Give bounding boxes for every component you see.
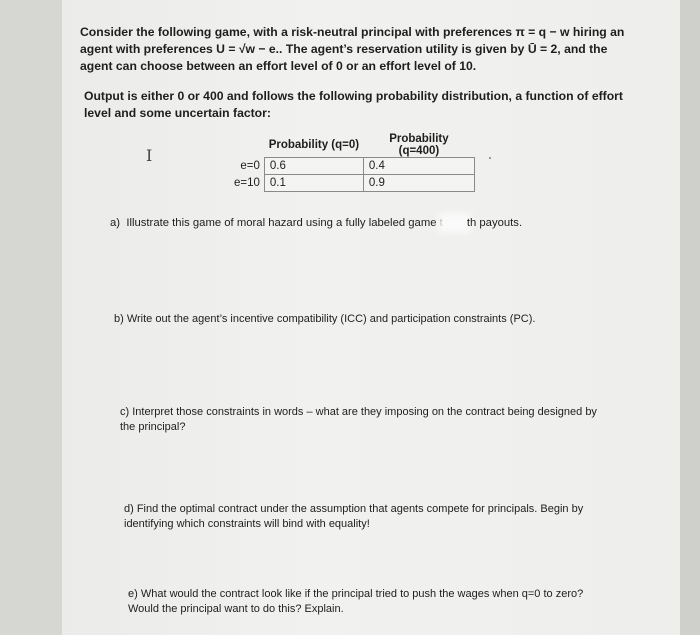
question-b: b) Write out the agent’s incentive compatibility (ICC) and participation constraints (PC). <box>114 313 536 325</box>
question-c: c) Interpret those constraints in words – what are they imposing on the contract being designed by the principal? <box>120 406 597 433</box>
cell-e10-q400: 0.9 <box>363 175 474 192</box>
cell-e0-q0: 0.6 <box>264 158 363 175</box>
table-header-row <box>229 133 474 158</box>
table-row <box>229 175 474 192</box>
text-cursor-icon: I <box>146 146 153 165</box>
row-label-e0: e=0 <box>240 160 260 172</box>
question-a-text-after: th payouts. <box>466 217 523 229</box>
header-empty <box>229 133 264 158</box>
cell-e0-q400: 0.4 <box>363 158 474 175</box>
header-q400: Probability (q=400) <box>389 133 449 157</box>
background-right <box>680 0 700 635</box>
question-a-text-before: Illustrate this game of moral hazard using a fully labeled game t <box>126 217 443 229</box>
intro-paragraph: Consider the following game, with a risk-neutral principal with preferences π = q − w hiring an agent with preferences U = √w − e.. The agent’s reservation utility is given by Ū = 2, and the agent can choose between an effort level of 0 or an effort level of 10. <box>80 25 625 73</box>
table-row <box>229 158 474 175</box>
speck <box>489 157 491 159</box>
background-left <box>0 0 62 635</box>
question-a <box>110 216 610 231</box>
question-e: e) What would the contract look like if the principal tried to push the wages when q=0 to zero? Would the principal want to do this? Explain. <box>128 588 584 615</box>
glare-spot <box>443 217 467 229</box>
output-paragraph: Output is either 0 or 400 and follows the following probability distribution, a function of effort level and some uncertain factor: <box>84 89 623 120</box>
question-d: d) Find the optimal contract under the assumption that agents compete for principals. Begin by identifying which constraints will bind with equality! <box>124 503 584 530</box>
question-a-prefix: a) <box>110 217 121 229</box>
header-q0: Probability (q=0) <box>268 139 360 151</box>
cell-e10-q0: 0.1 <box>264 175 363 192</box>
probability-table <box>229 133 475 192</box>
row-label-e10: e=10 <box>234 177 260 189</box>
